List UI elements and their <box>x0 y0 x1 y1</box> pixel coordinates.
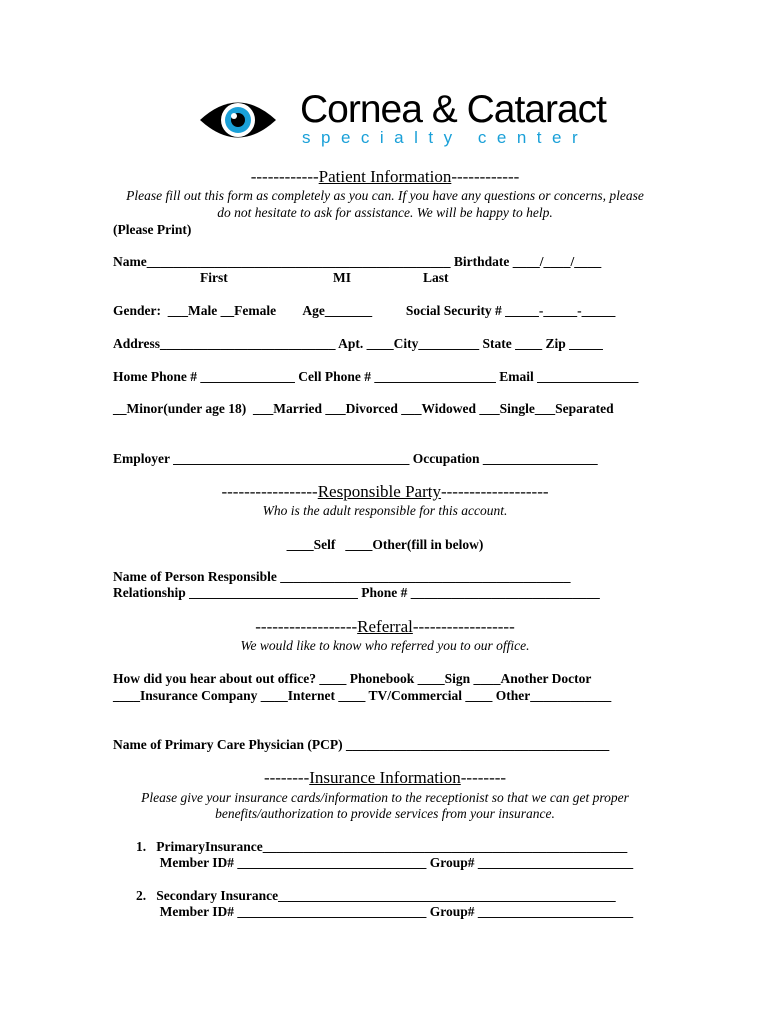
responsible-options-field[interactable]: ____Self ____Other(fill in below) <box>286 537 484 552</box>
employer-occupation-field[interactable]: Employer ___________________________________ Occupation _________________ <box>113 451 598 466</box>
name-mi-label: MI <box>333 270 351 285</box>
name-last-label: Last <box>423 270 449 285</box>
responsible-intro: Who is the adult responsible for this account. <box>262 503 508 518</box>
insurance-intro-line2: benefits/authorization to provide services from your insurance. <box>215 806 555 821</box>
name-first-label: First <box>200 270 228 285</box>
patient-information-heading: ------------Patient Information------------ <box>250 167 520 186</box>
secondary-insurance-field[interactable]: 2. Secondary Insurance__________________________________________________ <box>136 888 616 903</box>
phone-email-field[interactable]: Home Phone # ______________ Cell Phone # __________________ Email _______________ <box>113 369 639 384</box>
referral-intro: We would like to know who referred you to our office. <box>240 638 530 653</box>
primary-insurance-field[interactable]: 1. PrimaryInsurance______________________________________________________ <box>136 839 628 854</box>
referral-question-field[interactable]: How did you hear about out office? ____ Phonebook ____Sign ____Another Doctor <box>113 671 592 686</box>
gender-age-ssn-field[interactable]: Gender: ___Male __Female Age_______ Social Security # _____-_____-_____ <box>113 303 616 318</box>
brand-tagline: specialty center <box>302 128 589 147</box>
please-print-label: (Please Print) <box>113 222 192 237</box>
insurance-information-heading: --------Insurance Information-------- <box>263 768 507 787</box>
responsible-name-field[interactable]: Name of Person Responsible ___________________________________________ <box>113 569 571 584</box>
patient-intro-line1: Please fill out this form as completely as you can. If you have any questions or concerns, please <box>126 188 644 203</box>
referral-heading: ------------------Referral------------------ <box>255 617 515 636</box>
name-field[interactable]: Name_____________________________________________ Birthdate ____/____/____ <box>113 254 602 269</box>
referral-options-field[interactable]: ____Insurance Company ____Internet ____ TV/Commercial ____ Other____________ <box>113 688 612 703</box>
marital-status-field[interactable]: __Minor(under age 18) ___Married ___Divorced ___Widowed ___Single___Separated <box>113 401 614 416</box>
pcp-field[interactable]: Name of Primary Care Physician (PCP) _______________________________________ <box>113 737 610 752</box>
insurance-intro-line1: Please give your insurance cards/information to the receptionist so that we can get proper <box>141 790 629 805</box>
eye-logo-icon <box>198 90 298 150</box>
patient-intro-line2: do not hesitate to ask for assistance. We will be happy to help. <box>217 205 553 220</box>
primary-member-group-field[interactable]: Member ID# ____________________________ Group# _______________________ <box>136 855 634 870</box>
brand-name: Cornea & Cataract <box>300 88 606 131</box>
responsible-party-heading: -----------------Responsible Party------------------- <box>221 482 549 501</box>
relationship-phone-field[interactable]: Relationship _________________________ Phone # ____________________________ <box>113 585 600 600</box>
address-field[interactable]: Address__________________________ Apt. ____City_________ State ____ Zip _____ <box>113 336 603 351</box>
secondary-member-group-field[interactable]: Member ID# ____________________________ Group# _______________________ <box>136 904 634 919</box>
